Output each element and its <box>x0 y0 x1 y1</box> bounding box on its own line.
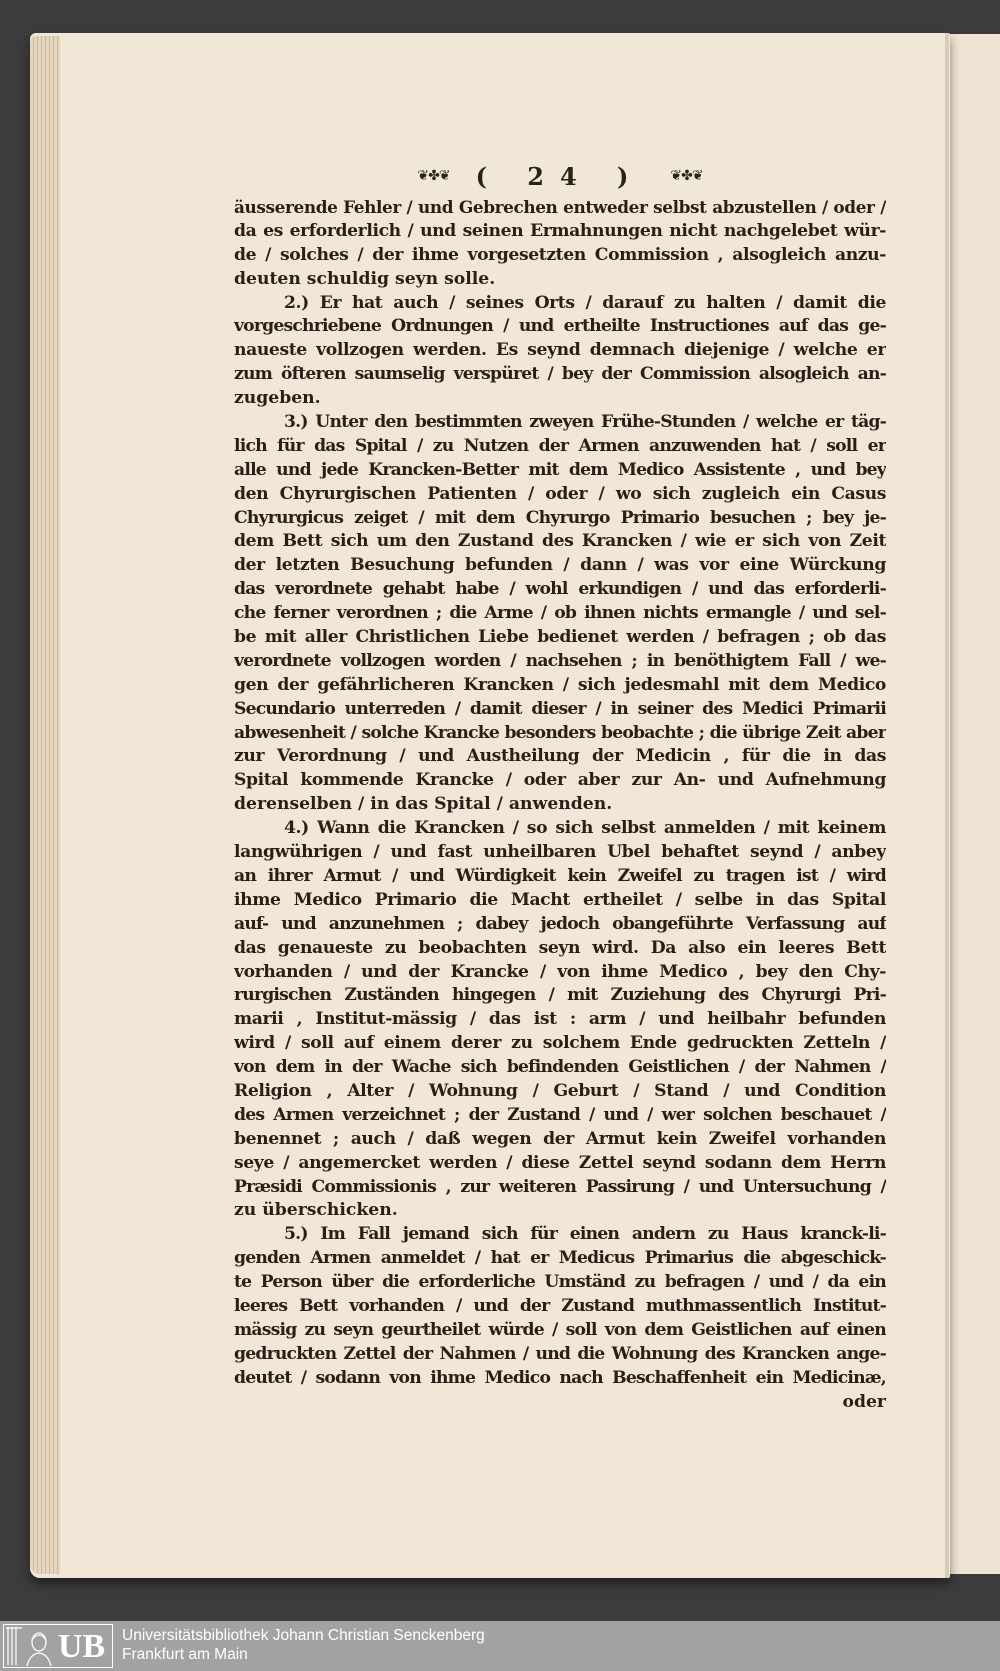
text-line: te Person über die erforderliche Umständ zu befragen / und / da ein <box>234 1272 886 1293</box>
running-header <box>235 158 885 194</box>
text-line: dem Bett sich um den Zustand des Krancken / wie er sich von Zeit <box>234 531 886 552</box>
text-line: de / solches / der ihme vorgesetzten Commission , alsogleich anzu- <box>234 244 886 265</box>
text-line: gen der gefährlicheren Krancken / sich jedesmahl mit dem Medico <box>234 674 886 695</box>
library-name-line1: Universitätsbibliothek Johann Christian Senckenberg <box>122 1627 485 1644</box>
text-line: Secundario unterreden / damit dieser / in seiner des Medici Primarii <box>234 698 886 719</box>
text-line: leeres Bett vorhanden / und der Zustand muthmassentlich Institut- <box>234 1295 886 1316</box>
text-line: zur Verordnung / und Austheilung der Medicin , für die in das <box>234 746 886 767</box>
paragraph-5-start: 5.) Im Fall jemand sich für einen andern zu Haus kranck-li- <box>284 1224 886 1245</box>
text-line: lich für das Spital / zu Nutzen der Armen anzuwenden hat / soll er <box>234 435 886 456</box>
text-line: an ihrer Armut / und Würdigkeit kein Zweifel zu tragen ist / wird <box>234 865 886 886</box>
paragraph-2-start: 2.) Er hat auch / seines Orts / darauf zu halten / damit die <box>284 292 886 313</box>
ornament-left-icon: ❦✤❦ <box>417 168 450 184</box>
text-line: vorgeschriebene Ordnungen / und ertheilte Instructiones auf das ge- <box>234 316 886 337</box>
text-line: gedruckten Zettel der Nahmen / und die Wohnung des Krancken ange- <box>234 1343 886 1364</box>
text-line: rurgischen Zuständen hingegen / mit Zuziehung des Chyrurgi Pri- <box>234 985 886 1006</box>
ub-logo-text: UB <box>58 1628 106 1665</box>
text-line: abwesenheit / solche Krancke besonders beobachte ; die übrige Zeit aber <box>234 722 886 743</box>
library-banner <box>0 1621 1000 1671</box>
page-stack-edge <box>30 36 60 1574</box>
page-number: ( 24 ) <box>475 161 645 191</box>
text-line: genden Armen anmeldet / hat er Medicus Primarius die abgeschick- <box>234 1248 886 1269</box>
paragraph-3-start: 3.) Unter den bestimmten zweyen Frühe-Stunden / welche er täg- <box>284 412 886 433</box>
text-line: zugeben. <box>234 388 321 409</box>
text-line: das genaueste zu beobachten seyn wird. Da also ein leeres Bett <box>234 937 886 958</box>
columns-icon <box>6 1627 22 1665</box>
text-line: naueste vollzogen werden. Es seynd demnach diejenige / welche er <box>234 340 886 361</box>
text-line: deuten schuldig seyn solle. <box>234 268 496 289</box>
library-name-line2: Frankfurt am Main <box>122 1646 248 1663</box>
text-line: marii , Institut-mässig / das ist : arm / und heilbahr befunden <box>234 1009 886 1030</box>
paragraph-4-start: 4.) Wann die Krancken / so sich selbst anmelden / mit keinem <box>284 818 886 839</box>
text-line: der letzten Besuchung befunden / dann / was vor eine Würckung <box>234 555 886 576</box>
text-line: langwührigen / und fast unheilbaren Ubel behaftet seynd / anbey <box>234 842 886 863</box>
text-line: be mit aller Christlichen Liebe bedienet werden / befragen ; ob das <box>234 627 886 648</box>
text-line: äusserende Fehler / und Gebrechen entweder selbst abzustellen / oder / <box>234 197 886 217</box>
ornament-right-icon: ❦✤❦ <box>670 168 703 184</box>
catchword: oder <box>842 1391 886 1412</box>
text-line: da es erforderlich / und seinen Ermahnungen nicht nachgelebet wür- <box>234 220 886 241</box>
text-line: derenselben / in das Spital / anwenden. <box>234 794 613 815</box>
text-line: Religion , Alter / Wohnung / Geburt / Stand / und Condition <box>234 1080 886 1101</box>
text-line: alle und jede Krancken-Better mit dem Medico Assistente , und bey <box>234 459 886 480</box>
text-line: von dem in der Wache sich befindenden Geistlichen / der Nahmen / <box>234 1057 886 1078</box>
text-line: vorhanden / und der Krancke / von ihme Medico , bey den Chy- <box>234 961 886 982</box>
text-line: das verordnete gehabt habe / wohl erkundigen / und das erforderli- <box>234 579 886 600</box>
text-line: Spital kommende Krancke / oder aber zur An- und Aufnehmung <box>234 770 886 791</box>
body-text <box>234 196 886 1414</box>
text-line: auf- und anzunehmen ; dabey jedoch obangeführte Verfassung auf <box>234 913 886 934</box>
text-line: den Chyrurgischen Patienten / oder / wo sich zugleich ein Casus <box>234 483 886 504</box>
facing-page-edge <box>948 34 1000 1574</box>
library-name <box>122 1626 485 1664</box>
portrait-icon <box>24 1628 54 1666</box>
text-line: Præsidi Commissionis , zur weiteren Passirung / und Untersuchung / <box>234 1176 886 1197</box>
text-line: mässig zu seyn geurtheilet würde / soll von dem Geistlichen auf einen <box>234 1319 886 1340</box>
text-line: che ferner verordnen ; die Arme / ob ihnen nichts ermangle / und sel- <box>234 603 886 624</box>
text-line: benennet ; auch / daß wegen der Armut kein Zweifel vorhanden <box>234 1128 886 1149</box>
text-line: ihme Medico Primario die Macht ertheilet / selbe in das Spital <box>234 889 886 910</box>
text-line: seye / angemercket werden / diese Zettel seynd sodann dem Herrn <box>234 1152 886 1173</box>
text-line: zum öfteren saumselig verspüret / bey der Commission alsogleich an- <box>234 364 886 385</box>
text-line: deutet / sodann von ihme Medico nach Beschaffenheit ein Medicinæ, <box>234 1367 886 1388</box>
text-line: zu überschicken. <box>234 1200 398 1221</box>
text-line: des Armen verzeichnet ; der Zustand / und / wer solchen beschauet / <box>234 1104 886 1125</box>
text-line: Chyrurgicus zeiget / mit dem Chyrurgo Primario besuchen ; bey je- <box>234 507 886 528</box>
ub-logo <box>3 1624 113 1668</box>
text-line: verordnete vollzogen worden / nachsehen ; in benöthigtem Fall / we- <box>234 650 886 671</box>
page-gutter <box>945 33 949 1578</box>
text-line: wird / soll auf einem derer zu solchem Ende gedruckten Zetteln / <box>234 1033 886 1054</box>
